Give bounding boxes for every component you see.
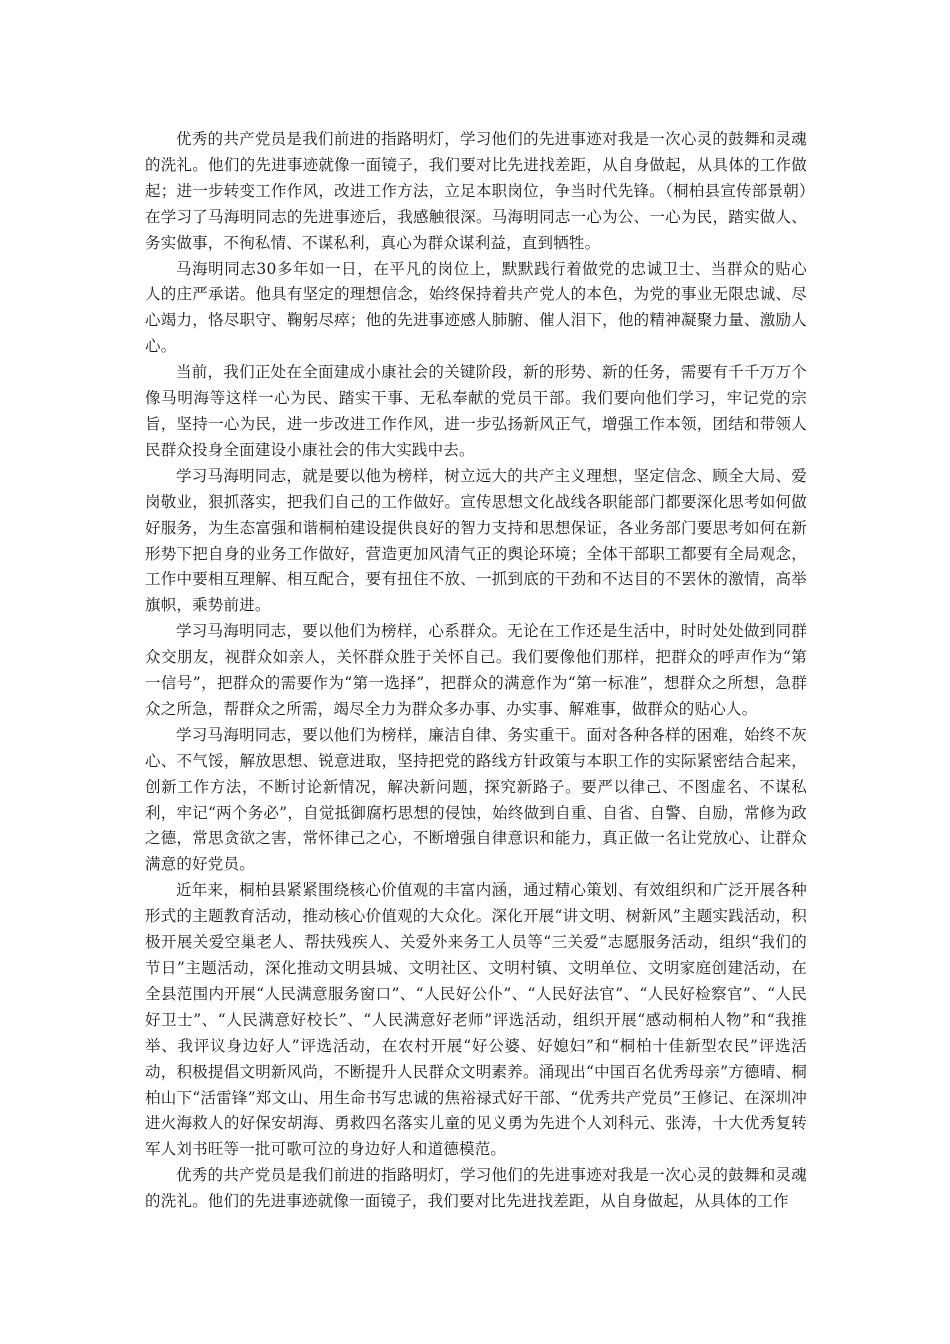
paragraph-5: 学习马海明同志，要以他们为榜样，心系群众。无论在工作还是生活中，时时处处做到同群众交朋友，视群众如亲人，关怀群众胜于关怀自己。我们要像他们那样，把群众的呼声作为“第一信号”，把群众的需要作为“第一选择”，把群众的满意作为“第一标准”，想群众之所想，急群众之所急，帮群众之所需，竭尽全力为群众多办事、办实事、解难事，做群众的贴心人。 [145,622,807,718]
paragraph-3: 当前，我们正处在全面建成小康社会的关键阶段，新的形势、新的任务，需要有千千万万个像马明海等这样一心为民、踏实干事、无私奉献的党员干部。我们要向他们学习，牢记党的宗旨，坚持一心为民，进一步改进工作作风，进一步弘扬新风正气，增强工作本领，团结和带领人民群众投身全面建设小康社会的伟大实践中去。 [145,363,807,459]
paragraph-6: 学习马海明同志，要以他们为榜样，廉洁自律、务实重干。面对各种各样的困难，始终不灰心、不气馁，解放思想、锐意进取，坚持把党的路线方针政策与本职工作的实际紧密结合起来，创新工作方法，不断讨论新情况，解决新问题，探究新路子。要严以律己、不图虚名、不谋私利，牢记“两个务必”，自觉抵御腐朽思想的侵蚀，始终做到自重、自省、自警、自励，常修为政之德，常思贪欲之害，常怀律己之心，不断增强自律意识和能力，真正做一名让党放心、让群众满意的好党员。 [145,725,807,874]
paragraph-1: 优秀的共产党员是我们前进的指路明灯，学习他们的先进事迹对我是一次心灵的鼓舞和灵魂的洗礼。他们的先进事迹就像一面镜子，我们要对比先进找差距，从自身做起，从具体的工作做起；进一步转变工作作风，改进工作方法，立足本职岗位，争当时代先锋。（桐柏县宣传部景朝）在学习了马海明同志的先进事迹后，我感触很深。马海明同志一心为公、一心为民，踏实做人、务实做事，不徇私情、不谋私利，真心为群众谋利益，直到牺牲。 [145,130,807,252]
document-body [145,127,807,1215]
paragraph-2: 马海明同志30多年如一日，在平凡的岗位上，默默践行着做党的忠诚卫士、当群众的贴心人的庄严承诺。他具有坚定的理想信念，始终保持着共产党人的本色，为党的事业无限忠诚、尽心竭力，恪尽职守、鞠躬尽瘁；他的先进事迹感人肺腑、催人泪下，他的精神凝聚力量、激励人心。 [145,259,807,356]
paragraph-4: 学习马海明同志，就是要以他为榜样，树立远大的共产主义理想，坚定信念、顾全大局、爱岗敬业，狠抓落实，把我们自己的工作做好。宣传思想文化战线各职能部门都要深化思考如何做好服务，为生态富强和谐桐柏建设提供良好的智力支持和思想保证，各业务部门要思考如何在新形势下把自身的业务工作做好，营造更加风清气正的舆论环境；全体干部职工都要有全局观念，工作中要相互理解、相互配合，要有扭住不放、一抓到底的干劲和不达目的不罢休的激情，高举旗帜，乘势前进。 [145,466,807,615]
paragraph-7: 近年来，桐柏县紧紧围绕核心价值观的丰富内涵，通过精心策划、有效组织和广泛开展各种形式的主题教育活动，推动核心价值观的大众化。深化开展“讲文明、树新风”主题实践活动，积极开展关爱空巢老人、帮扶残疾人、关爱外来务工人员等“三关爱”志愿服务活动，组织“我们的节日”主题活动，深化推动文明县城、文明社区、文明村镇、文明单位、文明家庭创建活动，在全县范围内开展“人民满意服务窗口”、“人民好公仆”、“人民好法官”、“人民好检察官”、“人民好卫士”、“人民满意好校长”、“人民满意好老师”评选活动，组织开展“感动桐柏人物”和“我推举、我评议身边好人”评选活动，在农村开展“好公婆、好媳妇”和“桐柏十佳新型农民”评选活动，积极提倡文明新风尚，不断提升人民群众文明素养。涌现出“中国百名优秀母亲”方德晴、桐柏山下“活雷锋”郑文山、用生命书写忠诚的焦裕禄式好干部、“优秀共产党员”王修记、在深圳冲进火海救人的好保安胡海、勇救四名落实儿童的见义勇为先进个人刘科元、张涛，十大优秀复转军人刘书旺等一批可歌可泣的身边好人和道德模范。 [145,881,807,1159]
paragraph-8: 优秀的共产党员是我们前进的指路明灯，学习他们的先进事迹对我是一次心灵的鼓舞和灵魂的洗礼。他们的先进事迹就像一面镜子，我们要对比先进找差距，从自身做起，从具体的工作 [145,1166,807,1211]
